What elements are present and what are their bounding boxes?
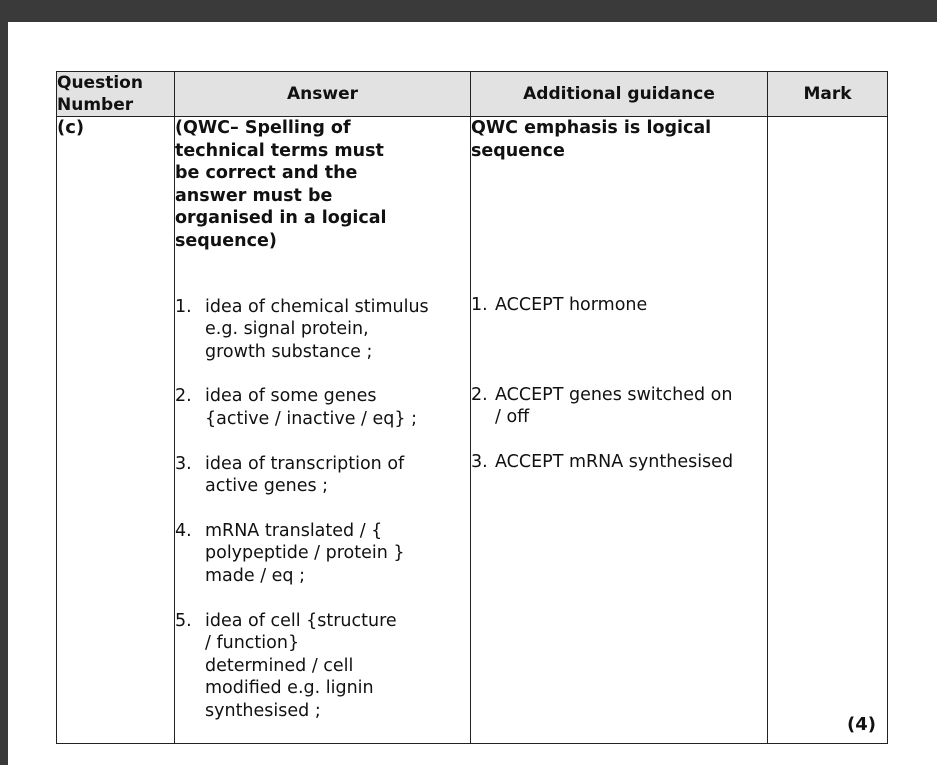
answer-points-list [175,296,470,723]
header-additional-guidance: Additional guidance [471,72,768,117]
question-number-cell [57,117,175,744]
qwc-answer-note [175,117,470,253]
qwc-answer-line: answer must be [175,185,333,206]
answer-point-line: modified e.g. lignin [205,678,374,699]
answer-point-line: active genes ; [205,476,329,497]
mark-scheme-table [56,71,888,744]
answer-point-line: polypeptide / protein } [205,543,405,564]
answer-point-line: / function} [205,633,300,654]
header-question-number [57,72,175,117]
answer-point-line: idea of some genes [205,386,377,407]
qwc-answer-line: organised in a logical [175,208,387,229]
qwc-answer-line: (QWC– Spelling of [175,118,351,138]
qwc-guidance-line: sequence [471,140,565,161]
guidance-point-line: ACCEPT hormone [495,295,648,316]
guidance-point-number: 2. [471,384,488,405]
qwc-answer-line: technical terms must [175,140,384,161]
mark-cell [768,117,888,744]
answer-point-line: {active / inactive / eq} ; [205,408,417,429]
answer-point [175,453,470,498]
answer-point-line: synthesised ; [205,700,321,721]
qwc-answer-line: sequence) [175,230,277,251]
header-question-number-line1: Question [57,73,143,93]
answer-point-number: 3. [175,453,192,474]
guidance-point-line: / off [495,407,530,428]
answer-point-number: 5. [175,610,192,631]
guidance-point-number: 1. [471,295,488,316]
header-mark: Mark [768,72,888,117]
window-left-bar [0,0,8,765]
answer-point [175,296,470,364]
answer-point-line: e.g. signal protein, [205,319,369,340]
window-top-bar [0,0,937,22]
qwc-guidance-note [471,117,767,162]
guidance-cell [471,117,768,744]
answer-point-line: idea of transcription of [205,453,405,474]
question-number: (c) [57,117,85,138]
qwc-answer-line: be correct and the [175,163,358,184]
answer-point-line: idea of chemical stimulus [205,296,429,317]
guidance-point-number: 3. [471,451,488,472]
answer-cell [175,117,471,744]
guidance-point [471,384,767,429]
header-answer: Answer [175,72,471,117]
guidance-point-line: ACCEPT genes switched on [495,384,733,405]
answer-point-line: growth substance ; [205,341,373,362]
answer-point [175,610,470,723]
answer-point-number: 2. [175,386,192,407]
answer-point-line: idea of cell {structure [205,610,397,631]
guidance-points-list [471,294,767,473]
answer-point-line: made / eq ; [205,565,306,586]
answer-point-line: determined / cell [205,655,354,676]
answer-point-number: 1. [175,296,192,317]
answer-point [175,385,470,430]
header-row [57,72,888,117]
answer-point-line: mRNA translated / { [205,520,383,541]
mark-total: (4) [847,714,876,735]
answer-point-number: 4. [175,520,192,541]
guidance-point [471,451,767,474]
header-question-number-line2: Number [57,95,134,115]
table-row [57,117,888,744]
qwc-guidance-line: QWC emphasis is logical [471,118,712,138]
guidance-point [471,294,767,317]
answer-point [175,520,470,588]
guidance-point-line: ACCEPT mRNA synthesised [495,451,734,472]
